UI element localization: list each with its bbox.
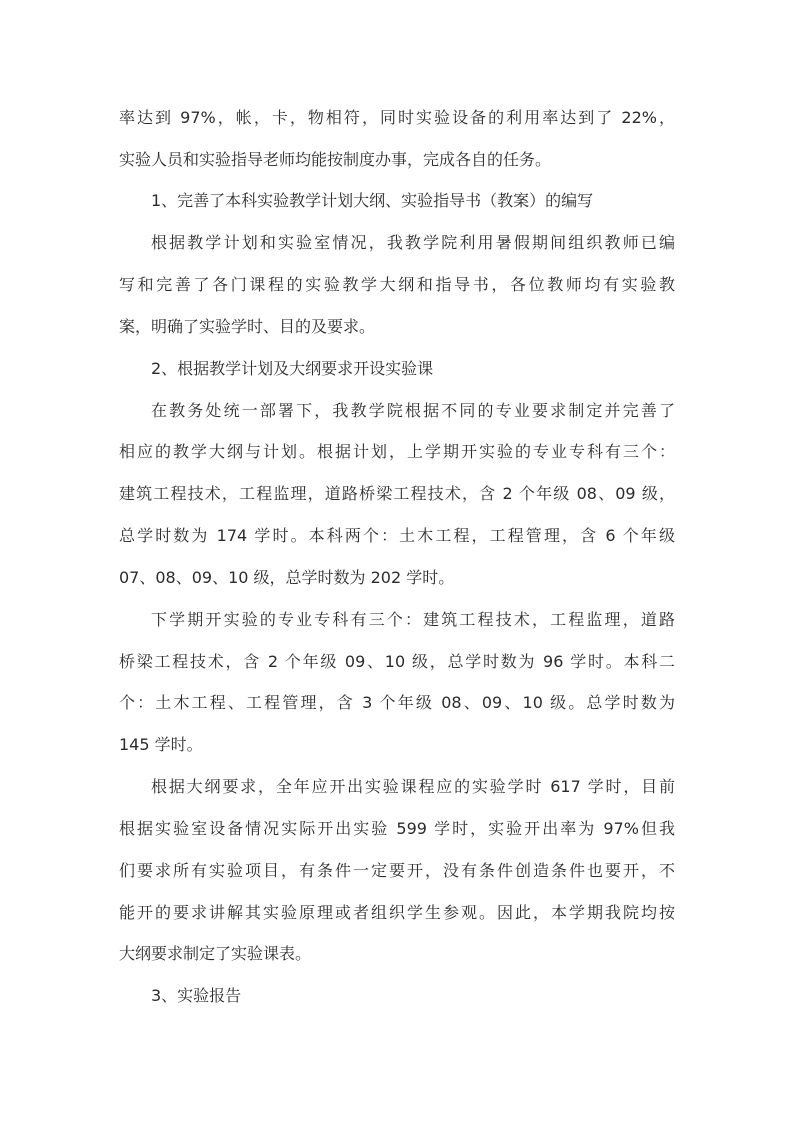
body-text-line: 根据实验室设备情况实际开出实验 599 学时，实验开出率为 97%但我 xyxy=(119,819,675,838)
body-text-line: 个：土木工程、工程管理，含 3 个年级 08、09、10 级。总学时数为 xyxy=(119,693,675,712)
body-text-line: 总学时数为 174 学时。本科两个：土木工程，工程管理，含 6 个年级 xyxy=(119,526,675,545)
body-text-line: 大纲要求制定了实验课表。 xyxy=(119,944,312,963)
body-text-line: 根据大纲要求，全年应开出实验课程应的实验学时 617 学时，目前 xyxy=(151,777,675,796)
body-text-line: 相应的教学大纲与计划。根据计划，上学期开实验的专业专科有三个： xyxy=(119,442,675,461)
body-text-line: 07、08、09、10 级，总学时数为 202 学时。 xyxy=(119,568,455,587)
body-text-line: 写和完善了各门课程的实验教学大纲和指导书，各位教师均有实验教 xyxy=(119,275,675,294)
body-text-line: 145 学时。 xyxy=(119,735,203,754)
body-text-line: 们要求所有实验项目，有条件一定要开，没有条件创造条件也要开，不 xyxy=(119,861,675,880)
body-text-line: 实验人员和实验指导老师均能按制度办事，完成各自的任务。 xyxy=(119,150,552,169)
section-heading: 3、实验报告 xyxy=(151,986,242,1005)
body-text-line: 率达到 97%，帐，卡，物相符，同时实验设备的利用率达到了 22%， xyxy=(119,108,675,127)
body-text-line: 根据教学计划和实验室情况，我教学院利用暑假期间组织教师已编 xyxy=(151,233,675,252)
body-text-line: 建筑工程技术，工程监理，道路桥梁工程技术，含 2 个年级 08、09 级， xyxy=(119,484,675,503)
section-heading: 2、根据教学计划及大纲要求开设实验课 xyxy=(151,359,434,378)
body-text-line: 能开的要求讲解其实验原理或者组织学生参观。因此，本学期我院均按 xyxy=(119,903,675,922)
body-text-line: 桥梁工程技术，含 2 个年级 09、10 级，总学时数为 96 学时。本科二 xyxy=(119,652,675,671)
body-text-line: 在教务处统一部署下，我教学院根据不同的专业要求制定并完善了 xyxy=(151,401,675,420)
section-heading: 1、完善了本科实验教学计划大纲、实验指导书（教案）的编写 xyxy=(151,191,594,210)
body-text-line: 案，明确了实验学时、目的及要求。 xyxy=(119,317,376,336)
body-text-line: 下学期开实验的专业专科有三个：建筑工程技术，工程监理，道路 xyxy=(151,610,675,629)
